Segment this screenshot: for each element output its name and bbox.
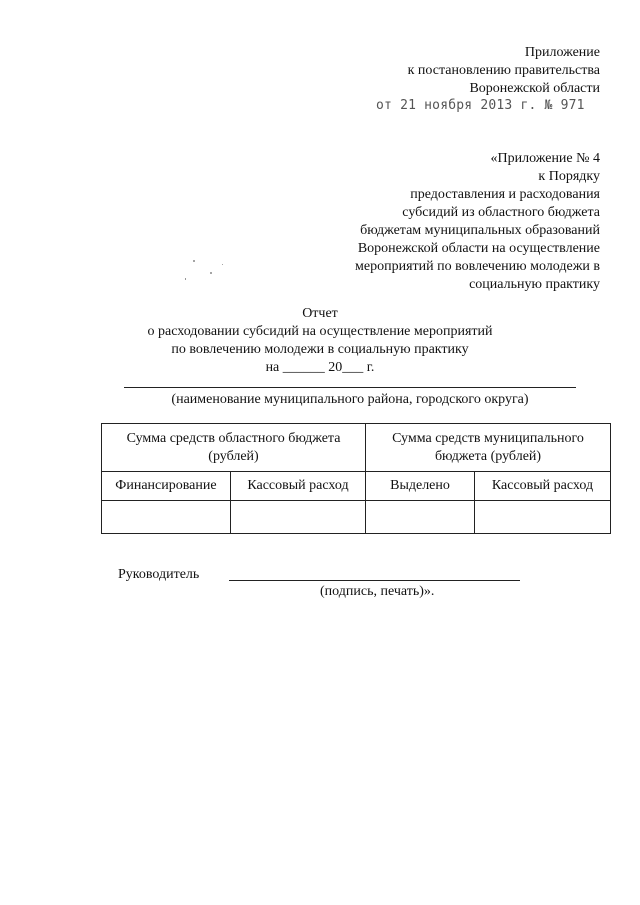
signature-label: Руководитель — [118, 567, 200, 582]
signature-caption: (подпись, печать)». — [320, 584, 435, 599]
table-cell — [366, 501, 475, 534]
scan-specks — [180, 258, 230, 288]
column-allocated: Выделено — [366, 472, 475, 501]
appendix-4-line: к Порядку — [538, 169, 600, 184]
report-period: на ______ 20___ г. — [265, 360, 375, 375]
column-cash-expense: Кассовый расход — [475, 472, 611, 501]
appendix-decree: к постановлению правительства — [407, 63, 600, 78]
column-financing: Финансирование — [102, 472, 231, 501]
municipal-budget-header: Сумма средств муниципального бюджета (рублей) — [366, 424, 611, 472]
municipality-name-caption: (наименование муниципального района, городского округа) — [171, 392, 529, 407]
scan-speck — [193, 260, 195, 262]
appendix-4-line: предоставления и расходования — [410, 187, 600, 202]
appendix-4-line: субсидий из областного бюджета — [402, 205, 600, 220]
appendix-title: Приложение — [524, 45, 600, 60]
appendix-4-line: социальную практику — [469, 277, 600, 292]
table-subheader-row — [102, 472, 611, 501]
appendix-header — [408, 44, 600, 98]
report-title-block — [0, 305, 640, 377]
municipality-name-line — [124, 387, 576, 388]
date-number-stamp: от 21 ноября 2013 г. № 971 — [376, 98, 585, 113]
table-row — [102, 501, 611, 534]
scan-speck — [185, 278, 186, 280]
appendix-4-line: «Приложение № 4 — [490, 151, 600, 166]
column-cash-expense: Кассовый расход — [230, 472, 365, 501]
report-title: Отчет — [302, 306, 338, 321]
report-subtitle: по вовлечению молодежи в социальную практику — [171, 342, 469, 357]
appendix-4-line: бюджетам муниципальных образований — [360, 223, 600, 238]
table-cell — [102, 501, 231, 534]
scan-speck — [210, 272, 212, 274]
scan-speck — [222, 264, 223, 265]
appendix-4-line: Воронежской области на осуществление — [357, 241, 600, 256]
appendix-4-header — [355, 150, 600, 294]
table-cell — [230, 501, 365, 534]
signature-line — [229, 580, 520, 581]
table-header-row — [102, 424, 611, 472]
appendix-region: Воронежской области — [469, 81, 600, 96]
report-subtitle: о расходовании субсидий на осуществление мероприятий — [147, 324, 493, 339]
regional-budget-header: Сумма средств областного бюджета (рублей) — [102, 424, 366, 472]
appendix-4-line: мероприятий по вовлечению молодежи в — [355, 259, 600, 274]
table-cell — [475, 501, 611, 534]
report-table — [101, 423, 611, 534]
